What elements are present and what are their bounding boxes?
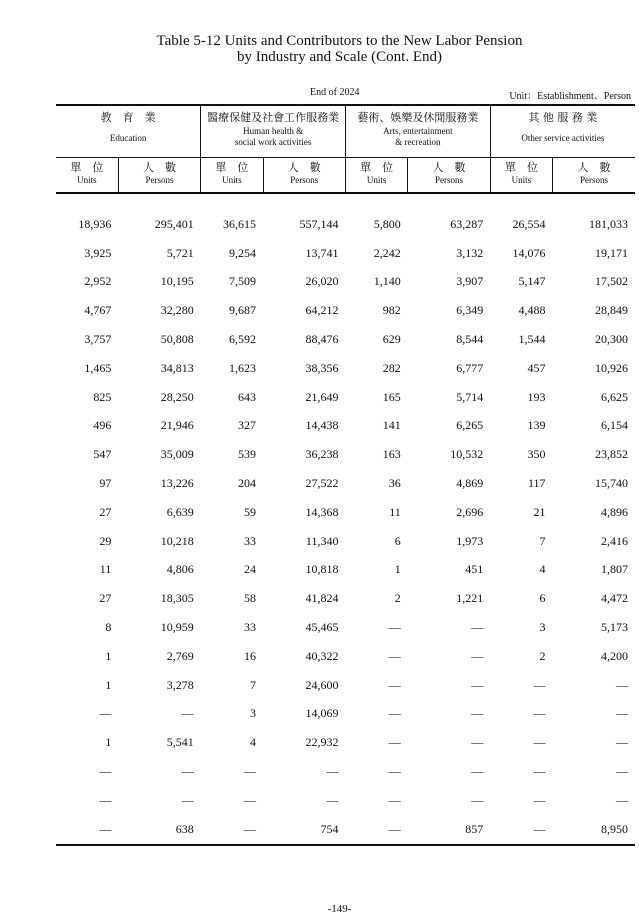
persons-cell: 10,818	[305, 562, 339, 577]
persons-cell: 2,696	[456, 504, 484, 519]
units-cell: 11	[389, 504, 401, 519]
persons-cell: 22,932	[305, 735, 339, 750]
persons-cell: 857	[408, 815, 490, 845]
table-row	[56, 671, 635, 700]
persons-cell: 4,896	[601, 504, 628, 519]
persons-cell: —	[471, 764, 484, 779]
units-cell: 2,242	[373, 245, 401, 260]
persons-cell: —	[616, 677, 628, 692]
units-cell: 1,465	[84, 360, 112, 375]
group-header-education: 教 育 業 Education	[56, 105, 201, 158]
units-cell: 33	[244, 533, 257, 548]
units-cell: 982	[382, 303, 401, 318]
persons-cell: 5,541	[166, 735, 194, 750]
persons-cell: 20,300	[595, 332, 628, 347]
units-cell: —	[244, 792, 257, 807]
persons-cell: 13,741	[305, 245, 339, 260]
persons-cell: 295,401	[154, 216, 194, 231]
units-cell: 9,254	[229, 245, 257, 260]
table-row	[56, 815, 635, 845]
units-cell: —	[99, 764, 112, 779]
unit-note: Unit：Establishment、Person	[509, 91, 631, 102]
units-cell: 59	[244, 504, 257, 519]
reference-date: End of 2024	[310, 87, 360, 98]
persons-cell: 21,649	[305, 389, 339, 404]
group-header-row	[56, 105, 635, 158]
units-cell: —	[533, 792, 546, 807]
units-cell: 1	[105, 648, 112, 663]
persons-cell: 10,532	[450, 447, 484, 462]
persons-cell: —	[471, 792, 484, 807]
units-cell: 1	[394, 562, 401, 577]
units-header: 單 位 Units	[201, 158, 263, 194]
persons-cell: 3,278	[166, 677, 194, 692]
persons-header: 人 數 Persons	[408, 158, 490, 194]
persons-cell: 64,212	[305, 303, 339, 318]
table-row	[56, 325, 635, 354]
units-cell: 3	[539, 620, 546, 635]
persons-cell: 5,714	[456, 389, 484, 404]
units-cell: 2	[539, 648, 546, 663]
units-cell: —	[388, 792, 401, 807]
units-cell: 8	[105, 620, 112, 635]
persons-cell: 5,721	[166, 245, 194, 260]
units-cell: 21	[533, 504, 546, 519]
units-cell: 825	[93, 389, 112, 404]
persons-cell: 34,813	[160, 360, 194, 375]
units-cell: 139	[527, 418, 546, 433]
units-cell: —	[388, 764, 401, 779]
persons-header: 人 數 Persons	[553, 158, 635, 194]
table-row	[56, 642, 635, 671]
persons-cell: 26,020	[305, 274, 339, 289]
units-cell: 204	[238, 476, 257, 491]
units-cell: 14,076	[512, 245, 546, 260]
persons-cell: 41,824	[305, 591, 339, 606]
persons-cell: 1,807	[601, 562, 628, 577]
persons-cell: 4,806	[166, 562, 194, 577]
persons-cell: 8,544	[456, 332, 484, 347]
persons-cell: 28,250	[160, 389, 194, 404]
units-cell: —	[56, 815, 118, 845]
persons-cell: 21,946	[160, 418, 194, 433]
persons-cell: 6,265	[456, 418, 484, 433]
table-row	[56, 527, 635, 556]
table-row	[56, 354, 635, 383]
units-cell: 629	[382, 332, 401, 347]
persons-cell: 3,907	[456, 274, 484, 289]
group-header-arts: 藝術、娛樂及休閒服務業 Arts, entertainment & recreation	[345, 105, 490, 158]
units-header: 單 位 Units	[345, 158, 407, 194]
units-cell: 3,925	[84, 245, 112, 260]
persons-cell: 35,009	[160, 447, 194, 462]
persons-cell: 88,476	[305, 332, 339, 347]
persons-cell: 3,132	[456, 245, 484, 260]
table-row	[56, 412, 635, 441]
persons-cell: 14,368	[305, 504, 339, 519]
units-cell: 6,592	[229, 332, 257, 347]
units-cell: —	[533, 764, 546, 779]
persons-cell: 11,340	[305, 533, 339, 548]
persons-cell: —	[471, 677, 484, 692]
units-cell: 1,623	[229, 360, 257, 375]
persons-cell: —	[616, 792, 628, 807]
units-cell: —	[244, 764, 257, 779]
persons-cell: 14,438	[305, 418, 339, 433]
persons-cell: 10,218	[160, 533, 194, 548]
units-cell: 18,936	[78, 216, 112, 231]
units-cell: 27	[99, 591, 112, 606]
units-cell: 4,488	[518, 303, 546, 318]
units-cell: 193	[527, 389, 546, 404]
units-cell: 2	[394, 591, 401, 606]
units-cell: 457	[527, 360, 546, 375]
group-header-health: 醫療保健及社會工作服務業 Human health & social work activities	[201, 105, 346, 158]
units-cell: 327	[238, 418, 257, 433]
table-row	[56, 440, 635, 469]
persons-cell: 6,154	[601, 418, 628, 433]
table-row	[56, 469, 635, 498]
title-line-1: Table 5-12 Units and Contributors to the New Labor Pension	[156, 33, 523, 49]
units-cell: 36	[388, 476, 401, 491]
units-cell: 27	[99, 504, 112, 519]
persons-cell: 10,195	[160, 274, 194, 289]
persons-cell: 10,959	[160, 620, 194, 635]
title-line-2: by Industry and Scale (Cont. End)	[237, 49, 442, 65]
persons-cell: 1,221	[456, 591, 484, 606]
table-row	[56, 268, 635, 297]
units-cell: —	[388, 620, 401, 635]
persons-cell: 638	[118, 815, 200, 845]
table-row	[56, 498, 635, 527]
persons-cell: 6,625	[601, 389, 628, 404]
units-cell: 117	[527, 476, 546, 491]
units-cell: 1	[105, 677, 112, 692]
persons-cell: —	[326, 792, 339, 807]
persons-cell: 45,465	[305, 620, 339, 635]
persons-cell: 36,238	[305, 447, 339, 462]
units-cell: 7	[539, 533, 546, 548]
persons-cell: 63,287	[450, 216, 484, 231]
units-cell: 16	[244, 648, 257, 663]
units-cell: —	[388, 677, 401, 692]
persons-cell: 15,740	[595, 476, 628, 491]
persons-cell: 451	[465, 562, 484, 577]
persons-cell: —	[471, 648, 484, 663]
units-cell: 5,147	[518, 274, 546, 289]
persons-cell: 5,173	[601, 620, 628, 635]
units-cell: 1,544	[518, 332, 546, 347]
units-cell: 163	[382, 447, 401, 462]
units-cell: 5,800	[373, 216, 401, 231]
units-cell: 282	[382, 360, 401, 375]
units-cell: —	[99, 706, 112, 721]
units-cell: —	[533, 706, 546, 721]
persons-cell: —	[471, 706, 484, 721]
persons-cell: —	[181, 792, 194, 807]
persons-cell: —	[326, 764, 339, 779]
pension-table	[56, 104, 635, 846]
units-cell: 350	[527, 447, 546, 462]
table-title	[0, 33, 639, 65]
units-cell: —	[345, 815, 407, 845]
table-row	[56, 239, 635, 268]
persons-cell: —	[616, 735, 628, 750]
persons-cell: 38,356	[305, 360, 339, 375]
units-cell: 9,687	[229, 303, 257, 318]
persons-cell: 6,349	[456, 303, 484, 318]
units-cell: 2,952	[84, 274, 112, 289]
units-cell: 643	[238, 389, 257, 404]
table-row	[56, 786, 635, 815]
units-cell: 26,554	[512, 216, 546, 231]
units-cell: —	[99, 792, 112, 807]
persons-cell: 32,280	[160, 303, 194, 318]
units-cell: 1	[105, 735, 112, 750]
units-cell: —	[388, 735, 401, 750]
units-cell: 4	[250, 735, 257, 750]
units-cell: 141	[382, 418, 401, 433]
units-cell: —	[490, 815, 552, 845]
persons-cell: 23,852	[595, 447, 628, 462]
persons-cell: 13,226	[160, 476, 194, 491]
persons-cell: 4,472	[601, 591, 628, 606]
persons-cell: 28,849	[595, 303, 628, 318]
units-cell: 7	[250, 677, 257, 692]
units-cell: —	[533, 677, 546, 692]
persons-cell: —	[471, 620, 484, 635]
table-row	[56, 193, 635, 239]
persons-cell: —	[616, 764, 628, 779]
units-cell: 24	[244, 562, 257, 577]
units-cell: —	[533, 735, 546, 750]
units-cell: 496	[93, 418, 112, 433]
group-header-other-services: 其 他 服 務 業 Other service activities	[490, 105, 635, 158]
units-cell: 6	[394, 533, 401, 548]
persons-cell: 40,322	[305, 648, 339, 663]
persons-cell: 19,171	[595, 245, 628, 260]
persons-cell: 6,777	[456, 360, 484, 375]
units-cell: 4,767	[84, 303, 112, 318]
units-cell: 4	[539, 562, 546, 577]
persons-cell: 24,600	[305, 677, 339, 692]
persons-cell: 4,869	[456, 476, 484, 491]
units-cell: —	[388, 706, 401, 721]
table-body	[56, 193, 635, 845]
persons-cell: 2,416	[601, 533, 628, 548]
units-cell: 547	[93, 447, 112, 462]
units-cell: 3,757	[84, 332, 112, 347]
units-cell: 3	[250, 706, 257, 721]
persons-cell: 181,033	[589, 216, 628, 231]
units-cell: —	[201, 815, 263, 845]
persons-cell: 17,502	[595, 274, 628, 289]
units-cell: 36,615	[223, 216, 257, 231]
units-cell: —	[388, 648, 401, 663]
persons-cell: 18,305	[160, 591, 194, 606]
units-cell: 58	[244, 591, 257, 606]
table-row	[56, 613, 635, 642]
persons-cell: —	[471, 735, 484, 750]
units-cell: 7,509	[229, 274, 257, 289]
table-row	[56, 700, 635, 729]
units-cell: 539	[238, 447, 257, 462]
persons-cell: 4,200	[601, 648, 628, 663]
units-cell: 6	[539, 591, 546, 606]
sub-header-row	[56, 158, 635, 194]
page-number: -149-	[327, 903, 352, 915]
units-cell: 97	[99, 476, 112, 491]
persons-cell: 50,808	[160, 332, 194, 347]
units-cell: 165	[382, 389, 401, 404]
table-row	[56, 728, 635, 757]
units-header: 單 位 Units	[56, 158, 118, 194]
persons-cell: —	[181, 706, 194, 721]
persons-cell: 14,069	[305, 706, 339, 721]
persons-cell: 27,522	[305, 476, 339, 491]
units-cell: 29	[99, 533, 112, 548]
table-row	[56, 757, 635, 786]
persons-cell: —	[181, 764, 194, 779]
table-row	[56, 383, 635, 412]
persons-header: 人 數 Persons	[118, 158, 200, 194]
persons-cell: 6,639	[166, 504, 194, 519]
table-row	[56, 296, 635, 325]
persons-cell: 2,769	[166, 648, 194, 663]
persons-cell: 754	[263, 815, 345, 845]
persons-header: 人 數 Persons	[263, 158, 345, 194]
persons-cell: 10,926	[595, 360, 628, 375]
units-header: 單 位 Units	[490, 158, 552, 194]
units-cell: 1,140	[373, 274, 401, 289]
table-row	[56, 584, 635, 613]
table-row	[56, 556, 635, 585]
persons-cell: 8,950	[553, 815, 635, 845]
persons-cell: 1,973	[456, 533, 484, 548]
units-cell: 33	[244, 620, 257, 635]
persons-cell: 557,144	[299, 216, 339, 231]
persons-cell: —	[616, 706, 628, 721]
units-cell: 11	[99, 562, 112, 577]
